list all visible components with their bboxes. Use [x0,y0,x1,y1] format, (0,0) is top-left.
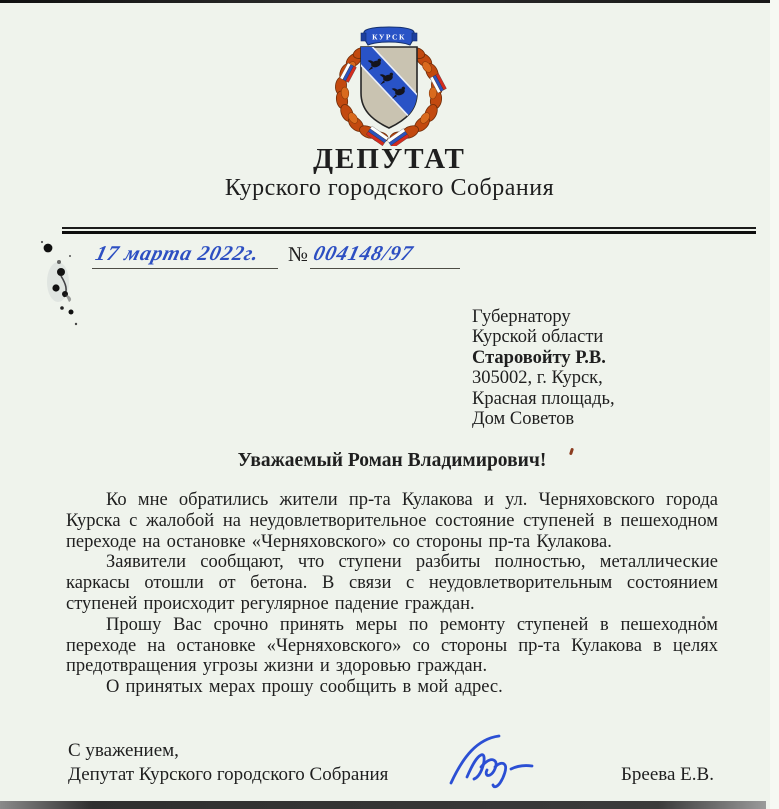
signer-name: Бреева Е.В. [621,764,714,785]
kursk-coat-of-arms [330,26,448,146]
letterhead-divider [62,227,756,234]
signer-title: Депутат Курского городского Собрания [68,764,389,785]
scan-edge-top [0,0,779,3]
body-paragraph: Заявители сообщают, что ступени разбиты полностью, металлические каркасы отошли от бетона. В связи с неудовлетворительным состоянием ступеней происходит регулярное падение граждан. [66,552,718,614]
body-paragraph: Прошу Вас срочно принять меры по ремонту ступеней в пешеходном переходе на остановке «Черняховского» со стороны пр-та Кулакова в целях предотвращения угрозы жизни и здоровью граждан. [66,614,718,677]
body-paragraph: Ко мне обратились жители пр-та Кулакова и ул. Черняховского города Курска с жалобой на неудовлетворительное состояние ступеней в пешеходном переходе на остановке «Черняховского» со стороны пр-та Кулакова. [66,490,718,552]
number-underline [310,241,460,269]
recipient-line: Губернатору [472,307,571,327]
handwritten-signature [443,727,543,795]
recipient-block [472,307,615,429]
handwritten-number: 004148/97 [311,241,417,265]
city-banner [361,27,417,45]
recipient-line: 305002, г. Курск, [472,368,603,389]
letter-body [66,490,718,698]
reference-line [92,241,460,269]
date-underline [92,241,278,269]
scan-edge-right [770,0,779,809]
handwritten-date: 17 марта 2022г. [93,241,263,265]
divider-thick-line [62,231,756,234]
recipient-line: Дом Советов [472,409,575,430]
scan-edge-bottom [0,801,766,809]
divider-thin-line [62,227,756,229]
recipient-line: Красная площадь, [472,388,615,409]
city-banner-label: КУРСК [372,32,406,42]
body-paragraph: О принятых мерах прошу сообщить в мой адрес. [106,677,503,698]
closing-regards: С уважением, [68,740,179,761]
salutation: Уважаемый Роман Владимирович! [237,450,547,471]
recipient-line: Курской области [472,327,604,348]
letterhead-subtitle: Курского городского Собрания [224,175,555,201]
number-sign: № [288,242,309,266]
letterhead-title: ДЕПУТАТ [313,143,466,175]
recipient-name: Старовойту Р.В. [472,347,606,368]
ink-blot-artifact [32,236,86,336]
